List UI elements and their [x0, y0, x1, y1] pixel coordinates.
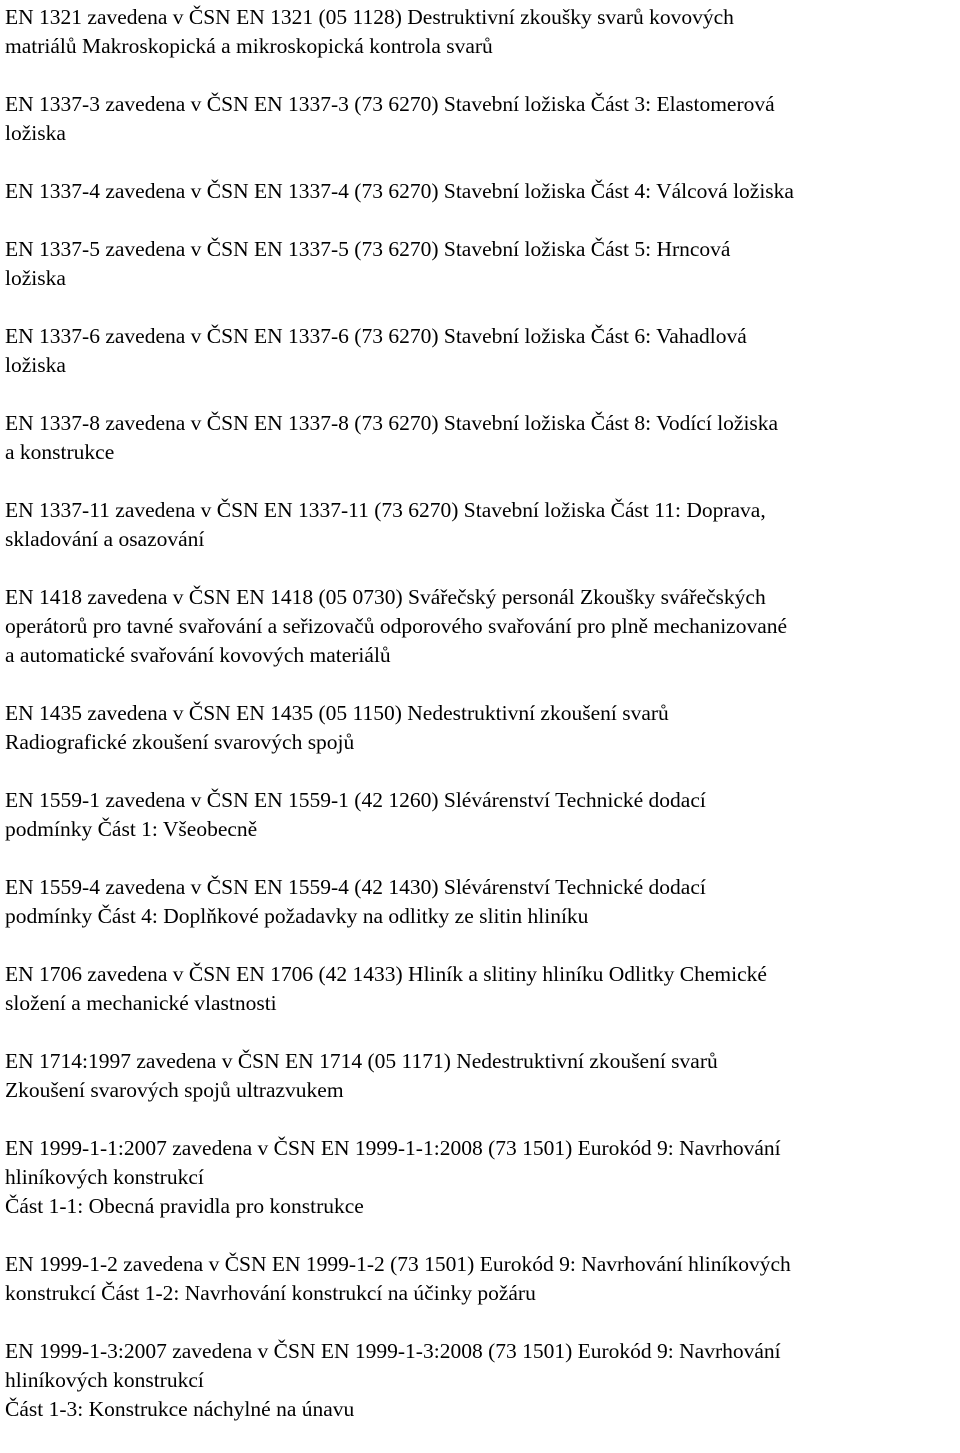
entry-text-line: EN 1321 zavedena v ČSN EN 1321 (05 1128) Destruktivní zkoušky svarů kovových [5, 5, 734, 29]
entry-text-line: EN 1337-4 zavedena v ČSN EN 1337-4 (73 6270) Stavební ložiska Část 4: Válcová ložiska [5, 179, 794, 203]
entry-text-line: Část 1-3: Konstrukce náchylné na únavu [5, 1397, 355, 1421]
standard-entry [5, 1047, 955, 1105]
standard-entry [5, 1134, 955, 1221]
entry-text-line: konstrukcí Část 1-2: Navrhování konstrukcí na účinky požáru [5, 1281, 536, 1305]
entry-text-line: Část 1-1: Obecná pravidla pro konstrukce [5, 1194, 364, 1218]
entry-text-line: složení a mechanické vlastnosti [5, 991, 277, 1015]
standard-entry [5, 583, 955, 670]
standard-entry [5, 786, 955, 844]
standard-entry [5, 235, 955, 293]
entry-text-line: hliníkových konstrukcí [5, 1368, 204, 1392]
entry-text-line: operátorů pro tavné svařování a seřizovačů odporového svařování pro plně mechanizované [5, 614, 788, 638]
entry-text-line: matriálů Makroskopická a mikroskopická kontrola svarů [5, 34, 493, 58]
entry-text-line: EN 1418 zavedena v ČSN EN 1418 (05 0730) Svářečský personál Zkoušky svářečských [5, 585, 766, 609]
entry-text-line: EN 1435 zavedena v ČSN EN 1435 (05 1150) Nedestruktivní zkoušení svarů [5, 701, 669, 725]
entry-text-line: skladování a osazování [5, 527, 205, 551]
standard-entry [5, 322, 955, 380]
entry-text-line: EN 1337-3 zavedena v ČSN EN 1337-3 (73 6270) Stavební ložiska Část 3: Elastomerová [5, 92, 775, 116]
entry-text-line: EN 1337-6 zavedena v ČSN EN 1337-6 (73 6270) Stavební ložiska Část 6: Vahadlová [5, 324, 747, 348]
entry-text-line: EN 1999-1-3:2007 zavedena v ČSN EN 1999-1-3:2008 (73 1501) Eurokód 9: Navrhování [5, 1339, 781, 1363]
entry-text-line: ložiska [5, 266, 66, 290]
entry-text-line: EN 1706 zavedena v ČSN EN 1706 (42 1433) Hliník a slitiny hliníku Odlitky Chemické [5, 962, 767, 986]
entry-text-line: ložiska [5, 353, 66, 377]
document-body [5, 3, 955, 1453]
entry-text-line: EN 1714:1997 zavedena v ČSN EN 1714 (05 1171) Nedestruktivní zkoušení svarů [5, 1049, 718, 1073]
standard-entry [5, 496, 955, 554]
entry-text-line: EN 1999-1-2 zavedena v ČSN EN 1999-1-2 (73 1501) Eurokód 9: Navrhování hliníkových [5, 1252, 791, 1276]
entry-text-line: ložiska [5, 121, 66, 145]
standard-entry [5, 409, 955, 467]
entry-text-line: podmínky Část 4: Doplňkové požadavky na odlitky ze slitin hliníku [5, 904, 589, 928]
standard-entry [5, 1337, 955, 1424]
entry-text-line: EN 1337-5 zavedena v ČSN EN 1337-5 (73 6270) Stavební ložiska Část 5: Hrncová [5, 237, 731, 261]
entry-text-line: Radiografické zkoušení svarových spojů [5, 730, 355, 754]
entry-text-line: podmínky Část 1: Všeobecně [5, 817, 258, 841]
standard-entry [5, 873, 955, 931]
standard-entry [5, 90, 955, 148]
entry-text-line: Zkoušení svarových spojů ultrazvukem [5, 1078, 344, 1102]
standard-entry [5, 960, 955, 1018]
entry-text-line: EN 1999-1-1:2007 zavedena v ČSN EN 1999-1-1:2008 (73 1501) Eurokód 9: Navrhování [5, 1136, 781, 1160]
entry-text-line: EN 1337-8 zavedena v ČSN EN 1337-8 (73 6270) Stavební ložiska Část 8: Vodící ložiska [5, 411, 779, 435]
standard-entry [5, 1250, 955, 1308]
entry-text-line: EN 1559-4 zavedena v ČSN EN 1559-4 (42 1430) Slévárenství Technické dodací [5, 875, 706, 899]
entry-text-line: a konstrukce [5, 440, 115, 464]
standard-entry [5, 699, 955, 757]
entry-text-line: a automatické svařování kovových materiálů [5, 643, 391, 667]
entry-text-line: EN 1559-1 zavedena v ČSN EN 1559-1 (42 1260) Slévárenství Technické dodací [5, 788, 706, 812]
entry-text-line: EN 1337-11 zavedena v ČSN EN 1337-11 (73 6270) Stavební ložiska Část 11: Doprava, [5, 498, 766, 522]
standard-entry [5, 177, 955, 206]
entry-text-line: hliníkových konstrukcí [5, 1165, 204, 1189]
standard-entry [5, 3, 955, 61]
